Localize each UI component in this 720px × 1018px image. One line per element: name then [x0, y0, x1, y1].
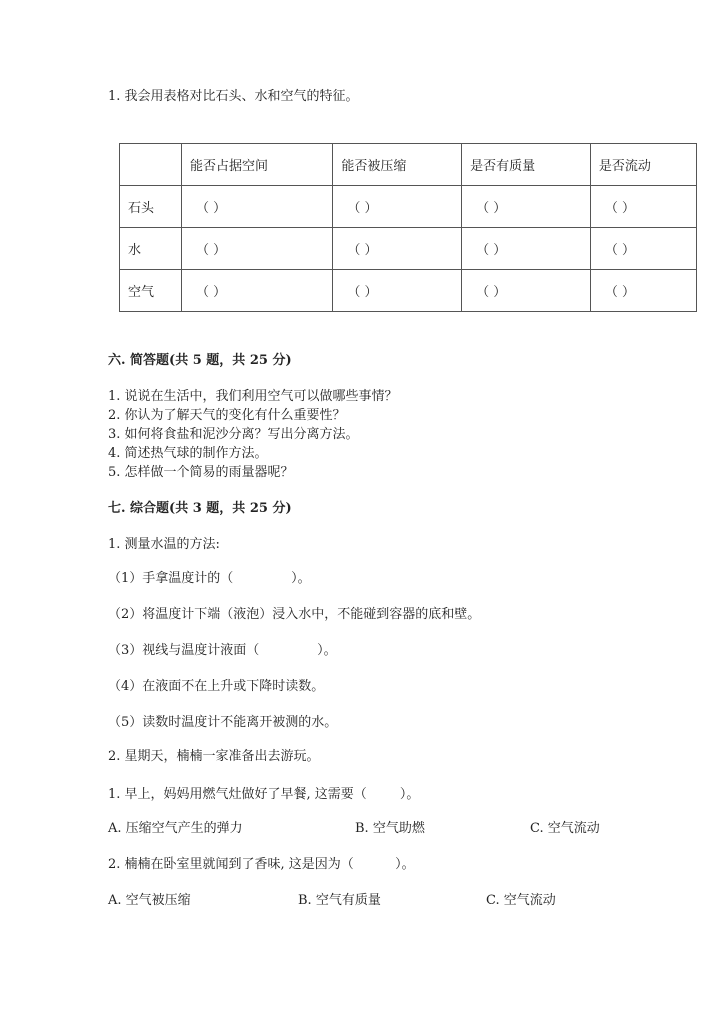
sub-question: 1. 早上，妈妈用燃气灶做好了早餐, 这需要（ ）。 — [108, 787, 420, 802]
section-7-title: 七. 综合题(共 3 题，共 25 分) — [108, 501, 292, 516]
table-header-cell — [120, 144, 182, 186]
comparison-table — [119, 143, 697, 312]
question-text: 1. 测量水温的方法: — [108, 537, 220, 552]
table-row — [120, 270, 697, 312]
row-label: 水 — [120, 228, 182, 270]
row-label: 空气 — [120, 270, 182, 312]
answer-blank[interactable]: （ ） — [182, 270, 333, 312]
question-text: 2. 星期天，楠楠一家准备出去游玩。 — [108, 749, 320, 764]
sub-question: 2. 楠楠在卧室里就闻到了香味, 这是因为（ ）。 — [108, 857, 415, 872]
step-item: （3）视线与温度计液面（ ）。 — [108, 643, 337, 658]
table-question: 1. 我会用表格对比石头、水和空气的特征。 — [108, 89, 359, 104]
table-header-cell: 是否有质量 — [462, 144, 591, 186]
short-question: 4. 简述热气球的制作方法。 — [108, 446, 268, 461]
step-item: （5）读数时温度计不能离开被测的水。 — [108, 715, 338, 730]
answer-blank[interactable]: （ ） — [462, 270, 591, 312]
section-6-title: 六. 简答题(共 5 题，共 25 分) — [108, 353, 292, 368]
table-header-cell: 能否占据空间 — [182, 144, 333, 186]
answer-blank[interactable]: （ ） — [182, 228, 333, 270]
answer-blank[interactable]: （ ） — [182, 186, 333, 228]
option-c[interactable]: C. 空气流动 — [486, 893, 556, 908]
short-question: 5. 怎样做一个简易的雨量器呢？ — [108, 465, 294, 480]
table-row — [120, 228, 697, 270]
short-question: 3. 如何将食盐和泥沙分离？写出分离方法。 — [108, 427, 359, 442]
answer-blank[interactable]: （ ） — [590, 270, 696, 312]
option-b[interactable]: B. 空气有质量 — [298, 893, 381, 908]
option-a[interactable]: A. 空气被压缩 — [108, 893, 191, 908]
option-b[interactable]: B. 空气助燃 — [355, 821, 425, 836]
row-label: 石头 — [120, 186, 182, 228]
step-item: （2）将温度计下端（液泡）浸入水中，不能碰到容器的底和壁。 — [108, 607, 481, 622]
short-question: 1. 说说在生活中，我们利用空气可以做哪些事情？ — [108, 389, 398, 404]
table-header-cell: 是否流动 — [590, 144, 696, 186]
table-header-row — [120, 144, 697, 186]
answer-blank[interactable]: （ ） — [333, 186, 462, 228]
table-header-cell: 能否被压缩 — [333, 144, 462, 186]
step-item: （1）手拿温度计的（ ）。 — [108, 571, 311, 586]
answer-blank[interactable]: （ ） — [333, 228, 462, 270]
option-c[interactable]: C. 空气流动 — [530, 821, 600, 836]
step-item: （4）在液面不在上升或下降时读数。 — [108, 679, 325, 694]
short-question: 2. 你认为了解天气的变化有什么重要性？ — [108, 408, 346, 423]
option-a[interactable]: A. 压缩空气产生的弹力 — [108, 821, 243, 836]
answer-blank[interactable]: （ ） — [590, 228, 696, 270]
answer-blank[interactable]: （ ） — [462, 186, 591, 228]
table-row — [120, 186, 697, 228]
answer-blank[interactable]: （ ） — [462, 228, 591, 270]
answer-blank[interactable]: （ ） — [333, 270, 462, 312]
answer-blank[interactable]: （ ） — [590, 186, 696, 228]
